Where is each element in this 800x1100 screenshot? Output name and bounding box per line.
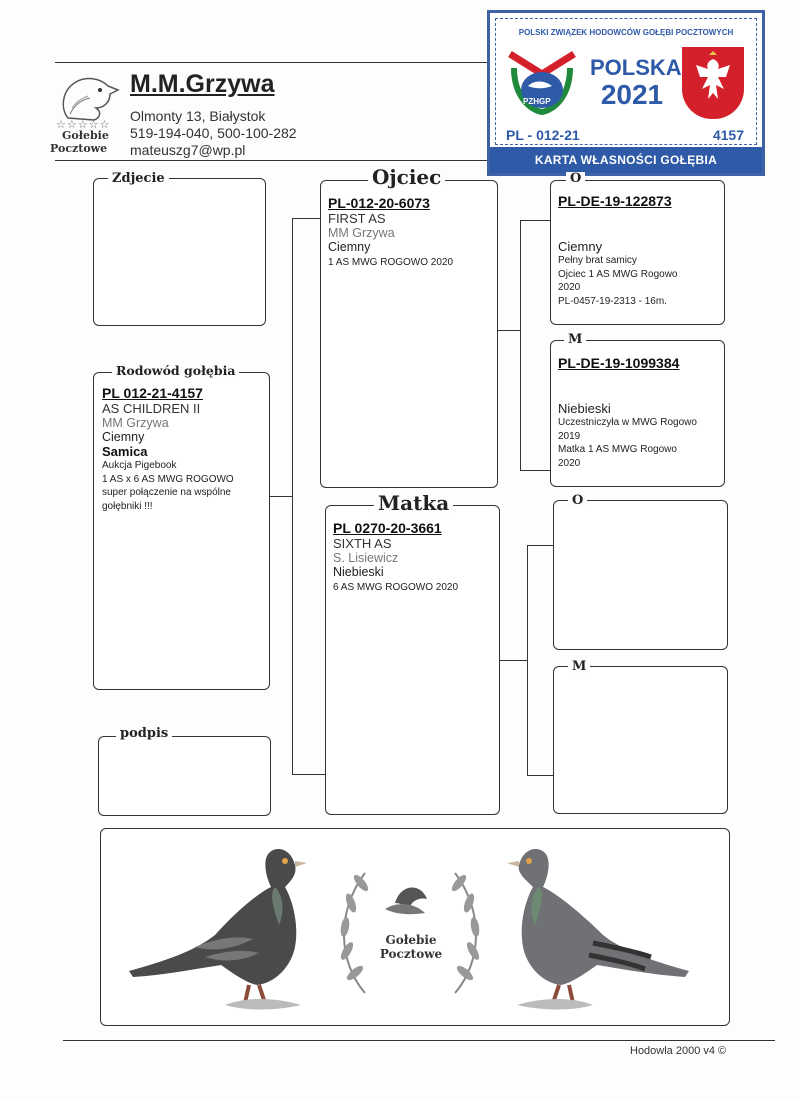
bird-sex: Samica [102,444,148,459]
mother-note-1: 6 AS MWG ROGOWO 2020 [333,582,459,593]
breeder-name: M.M.Grzywa [130,70,275,98]
connector-gm-mother [527,775,553,776]
logo-stars: ☆☆☆☆☆ [56,119,111,131]
logo-text-2: Pocztowe [50,142,108,155]
gf-father-note-2: Ojciec 1 AS MWG Rogowo [558,268,678,280]
photo-box [93,178,266,326]
gf-father-note-1: Pełny brat samicy [558,255,637,266]
connector-father-out [498,330,520,331]
connector-parents-vertical [292,218,293,774]
footer-text: Hodowla 2000 v4 © [630,1045,727,1057]
pedigree-box [93,372,270,690]
connector-mother-vertical [527,545,528,775]
bird-ring: PL 012-21-4157 [102,385,203,401]
signature-label: podpis [116,727,172,740]
gm-father-color: Niebieski [558,401,611,416]
pigeon-left-icon [125,835,315,1015]
bottom-banner [100,828,730,1026]
breeder-address: Olmonty 13, Białystok [130,108,266,124]
eagle-head-icon [50,68,122,124]
wreath-logo-icon [325,843,495,1013]
bird-note-1: Aukcja Pigebook [102,460,177,471]
signature-box [98,736,271,816]
logo-text-1: Gołebie [62,129,109,142]
connector-gf-mother [527,545,553,546]
mother-color: Niebieski [333,565,384,579]
father-name: FIRST AS [328,211,386,226]
card-year: 2021 [600,79,664,110]
card-number: 4157 [712,127,744,143]
father-color: Ciemny [328,240,371,254]
connector-father-vertical [520,220,521,470]
father-label: Ojciec [368,167,445,187]
card-badge: PZHGP [523,97,551,106]
card-org: POLSKI ZWIĄZEK HODOWCÓW GOŁĘBI POCZTOWYCH [518,28,734,37]
gf-father-note-3: 2020 [558,282,581,293]
gm-mother-label: M [568,660,590,673]
pedigree-label: Rodowód gołębia [112,365,239,378]
bird-color: Ciemny [102,430,145,444]
gf-father-box [550,180,725,325]
gm-father-note-3: Matka 1 AS MWG Rogowo [558,444,677,455]
connector-father [292,218,320,219]
gm-father-label: M [564,333,586,346]
gm-father-note-4: 2020 [558,457,581,469]
footer-rule [63,1040,775,1041]
banner-logo-text-2: Pocztowe [379,947,443,961]
bird-note-2: 1 AS x 6 AS MWG ROGOWO [102,473,234,485]
father-ring: PL-012-20-6073 [328,195,430,211]
mother-label: Matka [374,493,453,513]
bird-note-3: super połączenie na wspólne [102,487,231,498]
connector-mother-out [500,660,527,661]
bird-note-4: gołębniki !!! [102,500,153,512]
gf-father-ring: PL-DE-19-122873 [558,193,672,209]
gm-father-note-2: 2019 [558,430,581,442]
gf-father-note-4: PL-0457-19-2313 - 16m. [558,295,667,307]
card-ring: PL - 012-21 [506,127,580,143]
bird-breeder: MM Grzywa [102,416,169,430]
gm-father-box [550,340,725,487]
bird-name: AS CHILDREN II [102,401,201,416]
banner-logo-text-1: Gołebie [385,933,437,947]
pigeon-right-icon [493,835,693,1015]
father-note-1: 1 AS MWG ROGOWO 2020 [328,257,454,268]
ownership-card [487,10,765,176]
header-rule-bottom [55,160,488,161]
father-box [320,180,498,488]
gm-father-note-1: Uczestniczyła w MWG Rogowo [558,417,697,428]
connector-mother [292,774,325,775]
card-country: POLSKA [590,55,682,80]
gm-mother-box [553,666,728,814]
connector-root [270,496,292,497]
gf-father-color: Ciemny [558,239,603,254]
breeder-email: mateuszg7@wp.pl [130,142,246,158]
mother-breeder: S. Lisiewicz [333,551,399,565]
mother-box [325,505,500,815]
header-logo [50,68,122,158]
header-rule-top [55,62,488,63]
gm-father-ring: PL-DE-19-1099384 [558,355,680,371]
connector-gm-father [520,470,550,471]
mother-ring: PL 0270-20-3661 [333,520,442,536]
gf-mother-box [553,500,728,650]
card-footer: KARTA WŁASNOŚCI GOŁĘBIA [490,147,762,173]
gf-father-label: O [566,172,585,185]
breeder-phones: 519-194-040, 500-100-282 [130,125,297,141]
connector-gf-father [520,220,550,221]
gf-mother-label: O [568,494,587,507]
polish-emblem-icon [682,47,744,119]
father-breeder: MM Grzywa [328,226,395,240]
mother-name: SIXTH AS [333,536,392,551]
photo-label: Zdjecie [108,172,169,185]
